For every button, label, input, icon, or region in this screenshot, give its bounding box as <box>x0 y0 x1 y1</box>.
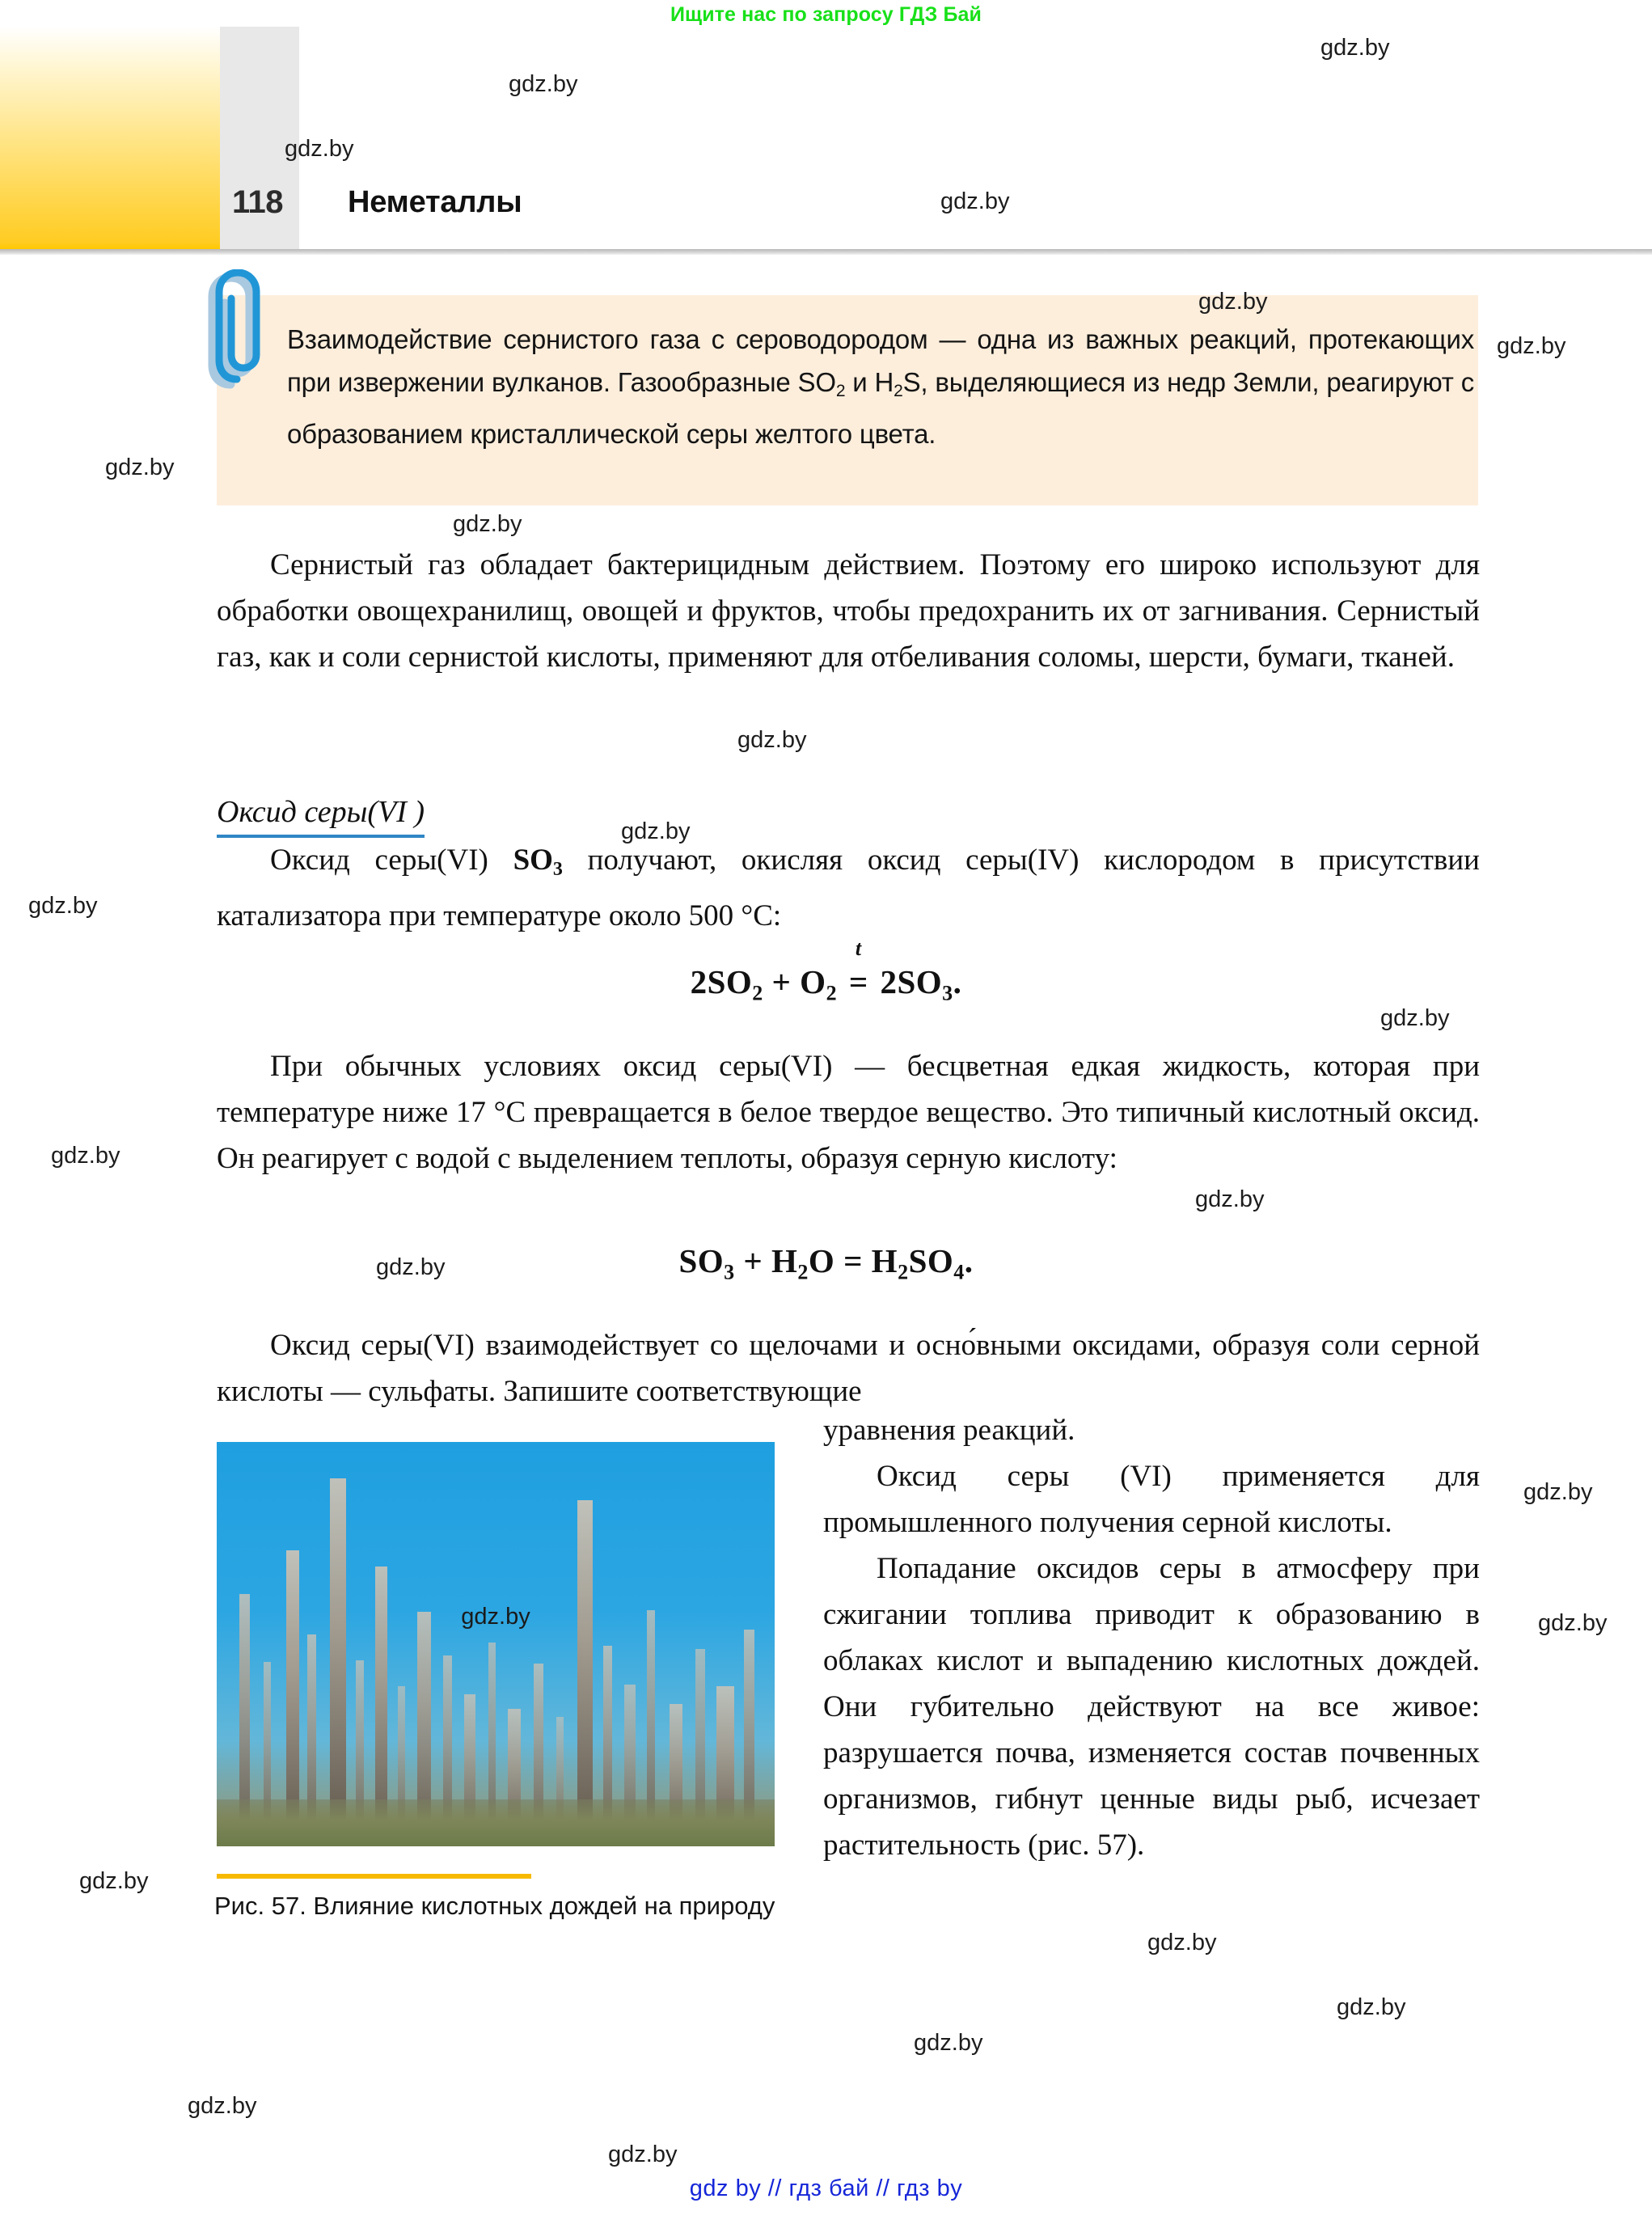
watermark-gdz: gdz.by <box>1523 1479 1593 1505</box>
watermark-gdz: gdz.by <box>453 511 522 537</box>
watermark-gdz: gdz.by <box>737 727 807 753</box>
watermark-gdz: gdz.by <box>1538 1610 1608 1636</box>
paragraph-so3-reactions: Оксид серы(VI) взаимодействует со щелочами и осно́вными оксидами, образуя соли серной кислоты — сульфаты. Запишите соответствующие <box>217 1329 1480 1408</box>
reaction-condition: t = <box>848 937 868 1000</box>
watermark-gdz: gdz.by <box>376 1254 446 1280</box>
watermark-gdz: gdz.by <box>621 818 691 844</box>
watermark-gdz: gdz.by <box>79 1868 149 1894</box>
header-yellow-block <box>0 27 220 249</box>
watermark-gdz: gdz.by <box>51 1143 120 1169</box>
callout-text: Взаимодействие сернистого газа с сероводородом — одна из важных реакций, протекающих при извержении вулканов. Газообразные $SO_2$ и $H_2S$, выделяющиеся из недр Земли, реагируют с образованием кристаллической серы желтого цвета. <box>287 324 1474 449</box>
watermark-gdz: gdz.by <box>188 2093 257 2119</box>
watermark-gdz: gdz.by <box>509 71 578 97</box>
condition-letter-t: t <box>855 937 862 960</box>
watermark-gdz: gdz.by <box>1337 1994 1406 2020</box>
figure-caption: Рис. 57. Влияние кислотных дождей на природу <box>214 1892 775 1920</box>
watermark-gdz: gdz.by <box>1147 1930 1217 1956</box>
photo-ground <box>217 1799 775 1846</box>
watermark-gdz: gdz.by <box>285 136 354 162</box>
callout-sub-2: 2 <box>894 381 903 400</box>
watermark-gdz: gdz.by <box>940 188 1010 214</box>
watermark-gdz: gdz.by <box>28 893 98 919</box>
inline-formula-so3: $SO_3$ <box>513 844 563 881</box>
right-column-text <box>823 1407 1480 1868</box>
header-divider-rule <box>0 249 1652 255</box>
watermark-gdz: gdz.by <box>608 2142 678 2167</box>
watermark-gdz: gdz.by <box>105 455 175 480</box>
equation-so2-oxidation: $2SO_2 + O_2$ t = $2SO_3$. <box>690 937 962 1005</box>
callout-sub-1: 2 <box>835 381 846 400</box>
right-col-continuation: уравнения реакций. <box>823 1414 1075 1447</box>
running-title: Неметаллы <box>348 185 522 219</box>
right-col-paragraph-a: Оксид серы (VI) применяется для промышленного получения серной кислоты. <box>823 1460 1480 1539</box>
paragraph-so3-properties: При обычных условиях оксид серы(VI) — бесцветная едкая жидкость, которая при температуре ниже 17 °C превращается в белое твердое вещество. Это типичный кислотный оксид. Он реагирует с водой с выделением теплоты, образуя серную кислоту: <box>217 1050 1480 1175</box>
watermark-gdz: gdz.by <box>914 2030 983 2056</box>
paragraph-so3-production: Оксид серы(VI) $SO_3$ получают, окисляя оксид серы(IV) кислородом в присутствии катализатора при температуре около 500 °C: <box>217 844 1480 933</box>
dead-forest-photo <box>217 1442 775 1846</box>
promo-banner: Ищите нас по запросу ГДЗ Бай <box>670 3 982 26</box>
equation-so3-hydration: $SO_3 + H_2O = H_2SO_4$. <box>678 1242 974 1284</box>
figure-caption-rule <box>217 1874 531 1879</box>
watermark-gdz: gdz.by <box>1320 35 1390 61</box>
subheading-sulfur-trioxide: Оксид серы(VI ) <box>217 794 425 838</box>
paragraph-sulfur-dioxide-uses: Сернистый газ обладает бактерицидным действием. Поэтому его широко используют для обработки овощехранилищ, овощей и фруктов, чтобы предохранить их от загнивания. Сернистый газ, как и соли сернистой кислоты, применяют для отбеливания соломы, шерсти, бумаги, тканей. <box>217 548 1480 674</box>
figure-acid-rain <box>217 1442 775 1846</box>
paperclip-icon <box>206 269 263 391</box>
footer-links[interactable]: gdz by // гдз бай // гдз by <box>689 2175 963 2201</box>
watermark-gdz: gdz.by <box>1497 333 1566 359</box>
right-col-paragraph-b: Попадание оксидов серы в атмосферу при сжигании топлива приводит к образованию в облаках кислот и выпадению кислотных дождей. Они губительно действуют на все живое: разрушается почва, изменяется состав почвенных организмов, гибнут ценные виды рыб, исчезает растительность (рис. 57). <box>823 1552 1480 1862</box>
photo-watermark: gdz.by <box>461 1604 530 1630</box>
watermark-gdz: gdz.by <box>1380 1005 1450 1031</box>
page-number: 118 <box>232 184 284 220</box>
watermark-gdz: gdz.by <box>1198 289 1268 315</box>
watermark-gdz: gdz.by <box>1195 1186 1265 1212</box>
